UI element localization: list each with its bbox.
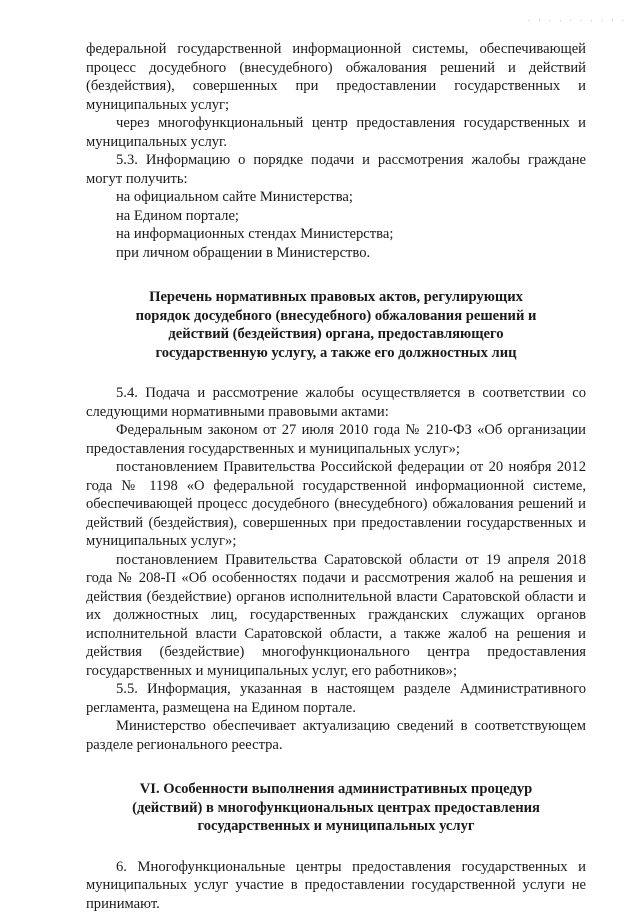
paragraph-6: 6. Многофункциональные центры предоставления государственных и муниципальных услуг участие в предоставлении государственной услуги не принимают. [86, 858, 586, 913]
paragraph-federal-law: Федеральным законом от 27 июля 2010 года № 210-ФЗ «Об организации предоставления государственных и муниципальных услуг»; [86, 421, 586, 458]
paragraph-5-4: 5.4. Подача и рассмотрение жалобы осуществляется в соответствии со следующими нормативными правовыми актами: [86, 384, 586, 421]
paragraph-rf-resolution: постановлением Правительства Российской федерации от 20 ноября 2012 года № 1198 «О федеральной государственной информационной системе, обеспечивающей процесс досудебного (внесудебного) обжалования решений и действий (бездействия), совершенных при предоставлении государственных и муниципальных услуг»; [86, 458, 586, 551]
list-item: при личном обращении в Министерство. [86, 244, 586, 263]
paragraph-registry: Министерство обеспечивает актуализацию сведений в соответствующем разделе регионального реестра. [86, 717, 586, 754]
paragraph-mfc: через многофункциональный центр предоставления государственных и муниципальных услуг. [86, 114, 586, 151]
document-body [86, 40, 586, 913]
list-5-3 [86, 188, 586, 262]
section-heading-legal-acts: Перечень нормативных правовых актов, регулирующих порядок досудебного (внесудебного) обжалования решений и действий (бездействия) органа, предоставляющего государственную услугу, а также его должностных лиц [86, 288, 586, 362]
section-heading-vi: VI. Особенности выполнения административных процедур (действий) в многофункциональных центрах предоставления государственных и муниципальных услуг [86, 780, 586, 836]
list-item: на информационных стендах Министерства; [86, 225, 586, 244]
list-item: на официальном сайте Министерства; [86, 188, 586, 207]
paragraph-saratov-resolution: постановлением Правительства Саратовской области от 19 апреля 2018 года № 208-П «Об особенностях подачи и рассмотрения жалоб на решения и действия (бездействие) органов исполнительной власти Саратовской области и их должностных лиц, государственных гражданских служащих органов исполнительной власти Саратовской области, а также жалоб на решения и действия (бездействие) многофункционального центра предоставления государственных и муниципальных услуг, его работников»; [86, 551, 586, 681]
paragraph-frgis: федеральной государственной информационной системы, обеспечивающей процесс досудебного (внесудебного) обжалования решений и действий (бездействия), совершенных при предоставлении государственных и муниципальных услуг; [86, 40, 586, 114]
paragraph-5-3: 5.3. Информацию о порядке подачи и рассмотрения жалобы граждане могут получить: [86, 151, 586, 188]
paragraph-5-5: 5.5. Информация, указанная в настоящем разделе Административного регламента, размещена на Едином портале. [86, 680, 586, 717]
scan-corner-mark: · · · · · · · · · · [527, 12, 626, 31]
list-item: на Едином портале; [86, 207, 586, 226]
